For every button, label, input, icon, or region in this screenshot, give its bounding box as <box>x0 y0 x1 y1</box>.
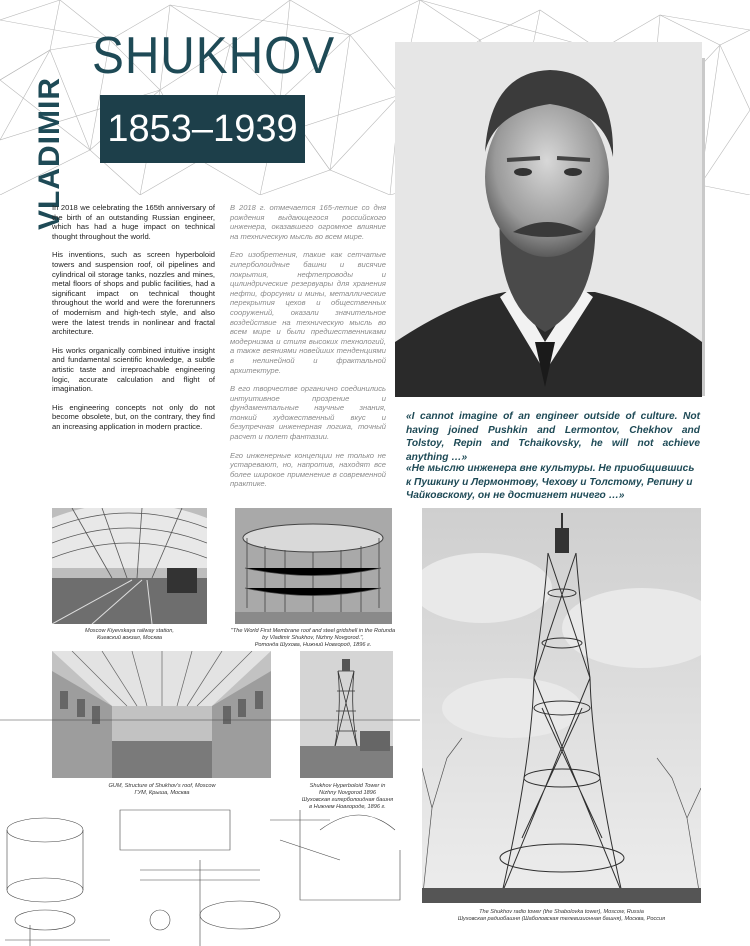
text-en-paragraph-2: His inventions, such as screen hyperboloid towers and suspension roof, oil pipelines and cylindrical oil storage tanks, nozzles and mines, metal floors of shops and public facilities, had a significant impact on technical thought throughout the world and were the forerunners of modernism and high-tech style, and also were the latest trends in nonlinear and fractal architecture. <box>52 250 215 337</box>
text-column-english <box>52 203 215 440</box>
text-ru-paragraph-2: Его изобретения, такие как сетчатые гиперболоидные башни и висячие покрытия, нефтепроводы и цилиндрические резервуары для хранения нефти, форсунки и мины, металлические перекрытия цехов и общественных сооружений, оказали значительное воздействие на техническую мысль во всем мире и были предшественниками модернизма и стиля высоких технологий, а также веяниями новейших тенденциями в нелинейной и фрактальной архитектуре. <box>230 250 386 375</box>
gum-caption-en: GUM, Structure of Shukhov's roof, Moscow <box>108 783 216 789</box>
rotunda-caption-en: "The World First Membrane roof and steel gridshell in the Rotunda by Vladimir Shukhov, Nizhny Novgorod.", <box>230 628 396 641</box>
radio-tower-caption <box>422 909 701 923</box>
tower-caption-en: The Shukhov radio tower (the Shabolovka tower), Moscow, Russia <box>479 909 644 915</box>
rotunda-caption-ru: Ротонда Шухова, Нижний Новгород, 1896 г. <box>254 642 372 648</box>
engineering-drawings <box>0 700 420 946</box>
rotunda-photo <box>235 508 392 624</box>
text-column-russian <box>230 203 386 498</box>
kiev-station-caption <box>52 628 207 642</box>
quote-english: «I cannot imagine of an engineer outside of culture. Not having joined Pushkin and Lermontov, Chekhov and Tolstoy, Repin and Tchaikovsky, he will not achieve anything …» <box>406 411 700 463</box>
kiev-station-photo <box>52 508 207 624</box>
nn-caption-en-2: Nizhny Novgorod 1896 <box>319 790 376 796</box>
kiev-caption-en: Moscow Kiyevskaya railway station, <box>85 628 174 634</box>
first-name-vertical: VLADIMIR <box>33 77 66 230</box>
text-en-paragraph-1: In 2018 we celebrating the 165th anniversary of the birth of an outstanding Russian engineer, which has had a huge impact on technical thought throughout the world. <box>52 203 215 241</box>
text-ru-paragraph-4: Его инженерные концепции не только не устаревают, но, напротив, находят все более широкое применение в современной практике. <box>230 450 386 489</box>
last-name-title: SHUKHOV <box>92 27 336 85</box>
portrait-photo <box>395 42 702 397</box>
nn-caption-ru-2: в Нижнем Новгороде, 1896 г. <box>309 804 386 810</box>
text-ru-paragraph-3: В его творчестве органично соединились интуитивное прозрение и фундаментальные научные знания, тонкий художественный вкус и безупречная инженерная логика, точный расчет и полет фантазии. <box>230 384 386 442</box>
life-years: 1853–1939 <box>107 108 298 150</box>
rotunda-caption <box>228 628 398 649</box>
kiev-caption-ru: Киевский вокзал, Москва <box>96 635 163 641</box>
text-ru-paragraph-1: В 2018 г. отмечается 165-летие со дня рождения выдающегося российского инженера, оказавшего огромное влияние на техническую мысль во всем мире. <box>230 203 386 241</box>
text-en-paragraph-4: His engineering concepts not only do not become obsolete, but, on the contrary, they find an increasing application in modern practice. <box>52 402 215 431</box>
text-en-paragraph-3: His works organically combined intuitive insight and fundamental scientific knowledge, a subtle artistic taste and irreproachable engineering logic, accurate calculation and flight of imagination. <box>52 345 215 394</box>
nn-caption-ru-1: Шуховская гиперболоидная башня <box>301 797 394 803</box>
nn-caption-en-1: Shukhov Hyperboloid Tower in <box>309 783 386 789</box>
tower-caption-ru: Шуховская радиобашня (Шаболовская телевизионная башня), Москва, Россия <box>457 916 666 922</box>
quote-russian: «Не мыслю инженера вне культуры. Не приобщившись к Пушкину и Лермонтову, Чехову и Толстому, Репину и Чайковскому, он не достигнет ничего …» <box>406 463 695 501</box>
shukhov-radio-tower-photo <box>422 508 701 903</box>
gum-caption-ru: ГУМ, Крыша, Москва <box>134 790 190 796</box>
